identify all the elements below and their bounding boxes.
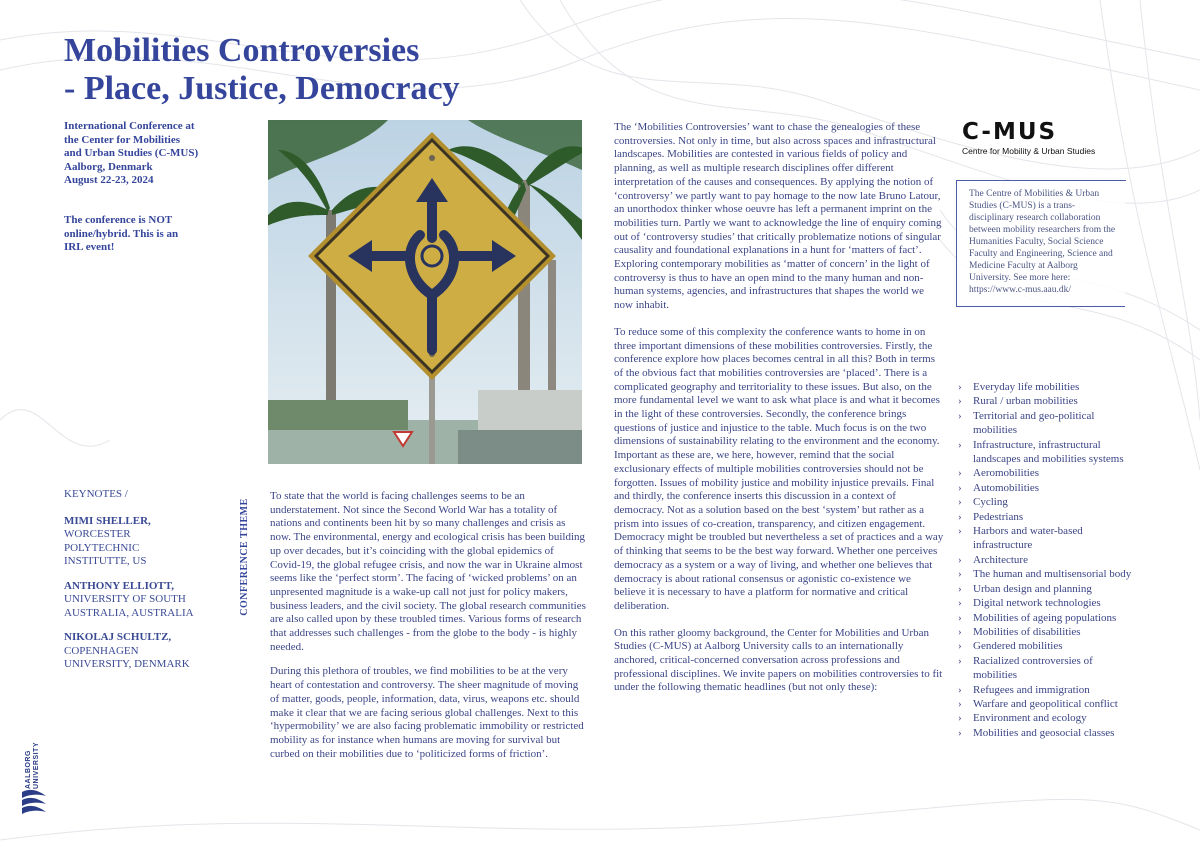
- body-paragraph: To reduce some of this complexity the conference wants to home in on three important dimensions of these mobilities controversies. Firstly, the conference explore how places becomes central in all this? Both in terms of the obvious fact that mobilities controversies are ‘placed’. There is a complicated geography and territoriality to these issues. But also, on the more fundamental level we want to ask what place is and what it becomes in the light of these controversies. Secondly, the conference brings questions of justice and injustice to the table. Much focus is on the two dimensions of sustainability relating to the environment and the economy. Important as these are, we here, however, remind that the social exclusionary effects of multiple mobilities controversies should not be forgotten. Issues of mobility justice and mobility injustice prevails. Final and thirdly, the conference inserts this discussion in a context of democracy. Not as a solution based on the best ‘system’ but rather as a prism into issues of co-creation, transparency, and citizen engagement. Democracy might be troubled but nevertheless a set of practices and a way of thinking that seems to be the best way forward. Whether one perceives democracy as a system or a way of living, and whether one believes that democracy is about rational consensus or agonistic co-existence we believe it is necessary to have a platform for normative and critical deliberation.: [614, 325, 944, 612]
- list-item: › Urban design and planning: [958, 582, 1138, 596]
- cmus-logo: [962, 120, 1112, 156]
- page-title: [64, 32, 460, 108]
- list-item: › Mobilities and geosocial classes: [958, 726, 1138, 740]
- conference-info-line: the Center for Mobilities: [64, 133, 180, 146]
- university-wordmark: [25, 719, 41, 789]
- cmus-info-text: The Centre of Mobilities & Urban Studies (C-MUS) is a trans-disciplinary research collaboration between mobility researchers from the Humanities Faculty, Social Science Faculty and Engineering, Science and Medicine Faculty at Aalborg University. See more here: https://www.c-mus.aau.dk/: [969, 189, 1116, 295]
- title-line-2: - Place, Justice, Democracy: [64, 70, 460, 107]
- list-item: › Mobilities of ageing populations: [958, 611, 1138, 625]
- list-item: › Automobilities: [958, 481, 1138, 495]
- list-item: › Everyday life mobilities: [958, 380, 1138, 394]
- list-item: › The human and multisensorial body: [958, 567, 1138, 581]
- list-item: › Pedestrians: [958, 510, 1138, 524]
- keynotes-heading: KEYNOTES /: [64, 488, 128, 500]
- keynote-speaker: [64, 515, 224, 569]
- speaker-affiliation: WORCESTER: [64, 528, 131, 540]
- cmus-logo-subtitle: Centre for Mobility & Urban Studies: [962, 146, 1096, 156]
- list-item: › Territorial and geo-political mobilities: [958, 409, 1138, 438]
- body-paragraph: On this rather gloomy background, the Center for Mobilities and Urban Studies (C-MUS) at Aalborg University calls to an internationally anchored, critical-concerned conversation across professions and professional disciplines. We invite papers on mobilities controversies to fit under the following thematic headlines (but not only these):: [614, 626, 943, 694]
- aalborg-university-logo: [18, 716, 48, 826]
- speaker-affiliation: INSTITUTTE, US: [64, 555, 147, 567]
- title-line-1: Mobilities Controversies: [64, 32, 420, 69]
- list-item: › Cycling: [958, 495, 1138, 509]
- list-item: › Aeromobilities: [958, 466, 1138, 480]
- speaker-name: ANTHONY ELLIOTT,: [64, 579, 175, 592]
- conference-info-line: and Urban Studies (C-MUS): [64, 147, 199, 159]
- university-line: UNIVERSITY: [33, 741, 40, 789]
- conference-info-line: August 22-23, 2024: [64, 174, 154, 186]
- thematic-headlines-list: [958, 380, 1138, 740]
- speaker-name: MIMI SHELLER,: [64, 514, 151, 527]
- list-item: › Warfare and geopolitical conflict: [958, 697, 1138, 711]
- theme-column-middle: [614, 121, 944, 706]
- list-item: › Refugees and immigration: [958, 683, 1138, 697]
- list-item: › Harbors and water-based infrastructure: [958, 524, 1138, 553]
- list-item: › Digital network technologies: [958, 596, 1138, 610]
- speaker-name: NIKOLAJ SCHULTZ,: [64, 631, 172, 643]
- irl-notice: [64, 214, 244, 255]
- list-item: › Mobilities of disabilities: [958, 625, 1138, 639]
- notice-line: The conference is NOT: [64, 214, 173, 226]
- cmus-logo-mark: C-MUS: [962, 119, 1058, 145]
- theme-column-left: [270, 490, 586, 772]
- list-item: › Rural / urban mobilities: [958, 394, 1138, 408]
- body-paragraph: The ‘Mobilities Controversies’ want to chase the genealogies of these controversies. Not only in time, but also across spaces and infrastructural landscapes. Mobilities are contested in various fields of policy and planning, as well as multiple research disciplines offer different interpretation of the causes and consequences. By applying the notion of ‘controversy’ we partly want to pay homage to the now late Bruno Latour, an unorthodox thinker whose oeuvre has left a permanent imprint on the mobilities turn. Partly we want to acknowledge the line of enquiry coming out of ‘controversy studies’ that critically problematize notions of singular causality and foundational explanations in a hunt for ‘matters of fact’. Exploring contemporary mobilities as ‘matter of concern’ in the light of controversy is thus to have an open mind to the many human and non-human systems, agencies, and infrastructures that shapes the world we now inhabit.: [614, 121, 942, 312]
- keynotes-section: [64, 488, 224, 683]
- list-item: › Racialized controversies of mobilities: [958, 654, 1138, 683]
- university-line: AALBORG: [25, 750, 32, 789]
- list-item: › Gendered mobilities: [958, 639, 1138, 653]
- notice-line: IRL event!: [64, 241, 115, 253]
- speaker-affiliation: UNIVERSITY OF SOUTH: [64, 593, 186, 605]
- speaker-affiliation: UNIVERSITY, DENMARK: [64, 658, 190, 670]
- conference-info-line: Aalborg, Denmark: [64, 160, 153, 173]
- conference-info: [64, 120, 244, 188]
- list-item: › Infrastructure, infrastructural landscapes and mobilities systems: [958, 438, 1138, 467]
- roundabout-sign-photo: [268, 120, 582, 464]
- cmus-info-box: [956, 180, 1125, 307]
- list-item: › Architecture: [958, 553, 1138, 567]
- body-paragraph: To state that the world is facing challenges seems to be an understatement. Not since the Second World War has a totality of nations and continents been hit by so many challenges and crisis as now. The environmental, energy and ecological crisis has been building up over decades, but it’s coinciding with the global epidemics of Covid-19, the global refugee crisis, and now the war in Ukraine almost seems like the ‘perfect storm’. The facing of ‘wicked problems’ on an unpresented magnitude is a wake-up call not just for policy makers, business leaders, and the civil society. The global research communities are also called upon by these troubled times. Various forms of research that addresses such challenges - from the globe to the body - is highly needed.: [270, 490, 586, 653]
- speaker-affiliation: COPENHAGEN: [64, 644, 139, 657]
- aau-wave-icon: [20, 788, 48, 820]
- info-box-rule: [956, 180, 1126, 181]
- conference-info-line: International Conference at: [64, 120, 195, 132]
- conference-theme-label: CONFERENCE THEME: [239, 498, 250, 616]
- speaker-affiliation: AUSTRALIA, AUSTRALIA: [64, 606, 194, 619]
- list-item: › Environment and ecology: [958, 711, 1138, 725]
- body-paragraph: During this plethora of troubles, we find mobilities to be at the very heart of contestation and controversy. The sheer magnitude of moving of matter, goods, people, information, data, virus, weapons etc. should make it clear that we are facing serious global challenges. Next to this ‘hypermobility’ we are also facing problematic immobility or restricted mobility as for instance when humans are moving for survival but curbed on their mobilities due to ‘politicized forms of friction’.: [270, 665, 584, 760]
- notice-line: online/hybrid. This is an: [64, 227, 179, 240]
- speaker-affiliation: POLYTECHNIC: [64, 541, 140, 554]
- keynote-speaker: [64, 580, 224, 621]
- keynote-speaker: [64, 631, 224, 672]
